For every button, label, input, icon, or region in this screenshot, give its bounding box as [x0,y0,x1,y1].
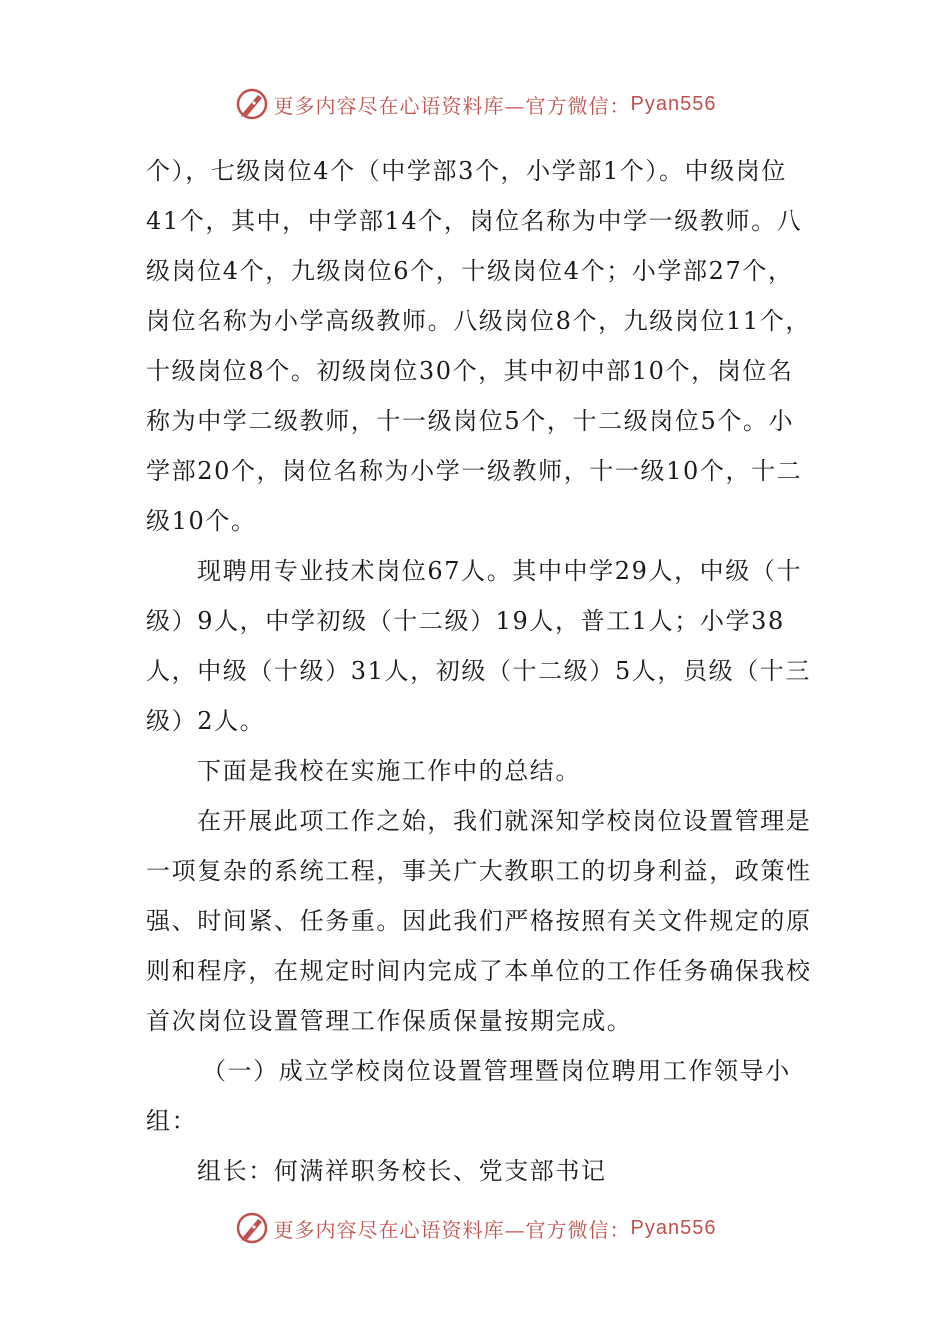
paragraph-group-leader: 组长：何满祥职务校长、党支部书记 [197,1157,607,1185]
watermark-handle: Pyan556 [630,1216,717,1239]
pen-nib-logo-icon [234,1210,270,1246]
paragraph-section-heading: （一）成立学校岗位设置管理暨岗位聘用工作领导小组： [146,1057,791,1135]
paragraph-summary-intro: 下面是我校在实施工作中的总结。 [197,757,581,785]
paragraph-post-counts: 个），七级岗位4个（中学部3个，小学部1个）。中级岗位41个，其中，中学部14个，岗位名称为中学一级教师。八级岗位4个，九级岗位6个，十级岗位4个；小学部27个，岗位名称为小学高级教师。八级岗位8个，九级岗位11个，十级岗位8个。初级岗位30个，其中初中部10个，岗位名称为中学二级教师，十一级岗位5个，十二级岗位5个。小学部20个，岗位名称为小学一级教师，十一级10个，十二级10个。 [146,157,812,535]
footer-watermark [0,1208,950,1248]
paragraph-work-overview: 在开展此项工作之始，我们就深知学校岗位设置管理是一项复杂的系统工程，事关广大教职工的切身利益，政策性强、时间紧、任务重。因此我们严格按照有关文件规定的原则和程序，在规定时间内完成了本单位的工作任务确保我校首次岗位设置管理工作保质保量按期完成。 [146,807,812,1035]
header-watermark [0,84,950,124]
pen-nib-logo-icon [234,86,270,122]
document-body [146,146,814,1196]
watermark-text: 更多内容尽在心语资料库—官方微信： [273,93,631,118]
watermark-text: 更多内容尽在心语资料库—官方微信： [273,1217,631,1242]
paragraph-current-staff: 现聘用专业技术岗位67人。其中中学29人，中级（十级）9人，中学初级（十二级）19人，普工1人；小学38人，中级（十级）31人，初级（十二级）5人，员级（十三级）2人。 [146,557,812,735]
watermark-handle: Pyan556 [630,92,717,115]
